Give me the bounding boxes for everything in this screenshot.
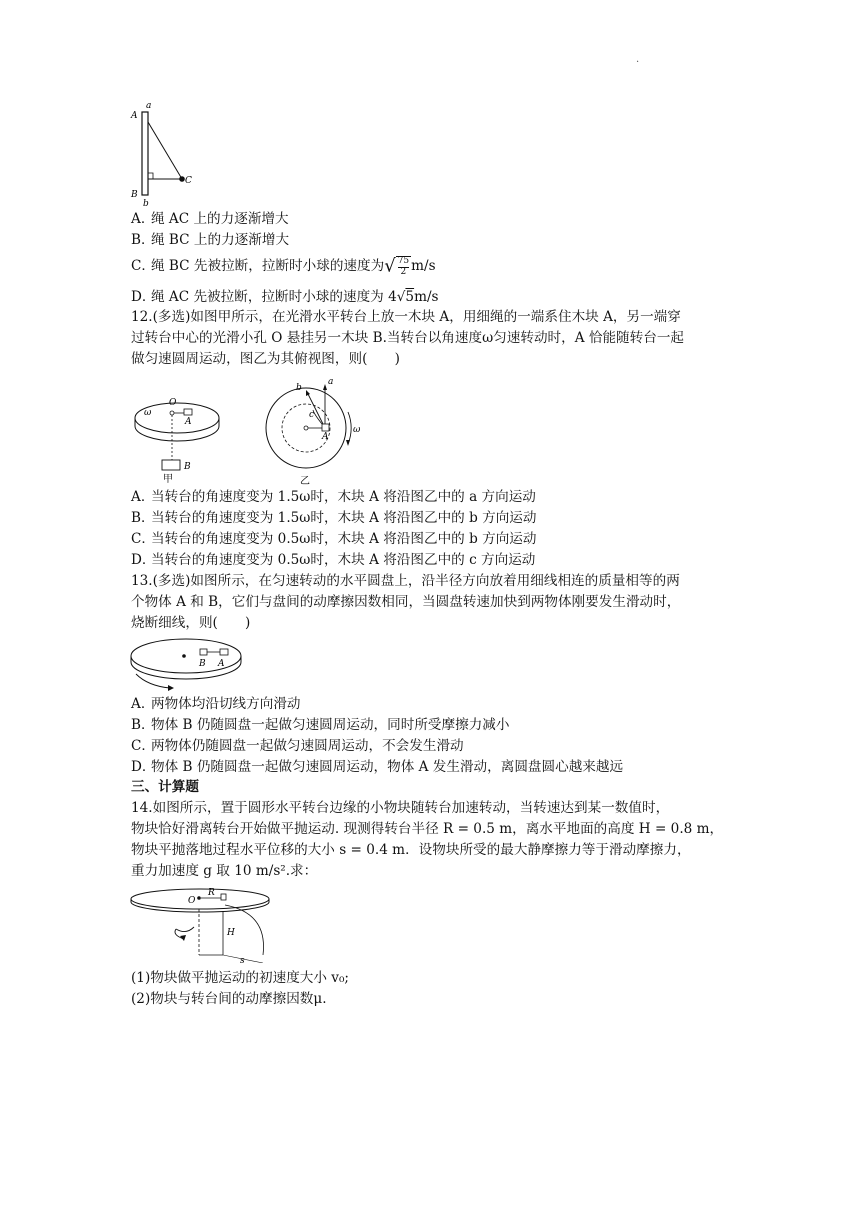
fig-label-O: O: [169, 398, 177, 408]
q14-stem-line-4: 重力加速度 g 取 10 m/s².求：: [131, 863, 318, 879]
q12-option-c: C．当转台的角速度变为 0.5ω时，木块 A 将沿图乙中的 b 方向运动: [131, 531, 537, 547]
fig-label-A: A: [322, 432, 329, 442]
q13-stem-line-2: 个物体 A 和 B，它们与盘间的动摩擦因数相同，当圆盘转速加快到两物体刚要发生滑动时，: [131, 594, 681, 610]
q14-figure: [128, 883, 276, 963]
fig-label-A: A: [218, 659, 225, 669]
q11-option-c: C．绳 BC 先被拉断，拉断时小球的速度为√ $\frac{75}{2}$ m/s: [131, 255, 436, 277]
q13-option-d: D．物体 B 仍随圆盘一起做匀速圆周运动，物体 A 发生滑动，离圆盘圆心越来越远: [131, 759, 624, 775]
q12-option-b: B．当转台的角速度变为 1.5ω时，木块 A 将沿图乙中的 b 方向运动: [131, 510, 537, 526]
fig-label-a: a: [328, 377, 334, 387]
fig-caption-jia: 甲: [163, 474, 173, 485]
q12-stem-line-1: 12.(多选)如图甲所示，在光滑水平转台上放一木块 A，用细绳的一端系住木块 A，另一端穿: [131, 309, 681, 325]
q13-figure: [128, 634, 243, 692]
q14-subquestion-2: (2)物块与转台间的动摩擦因数μ.: [131, 991, 327, 1007]
q11-option-b: B．绳 BC 上的力逐渐增大: [131, 232, 290, 248]
fig-label-c: c: [309, 410, 315, 420]
q11-option-a: A．绳 AC 上的力逐渐增大: [131, 211, 289, 227]
q12-stem-line-2: 过转台中心的光滑小孔 O 悬挂另一木块 B.当转台以角速度ω匀速转动时，A 恰能随转台一起: [131, 330, 685, 346]
q14-stem-line-1: 14.如图所示，置于圆形水平转台边缘的小物块随转台加速转动，当转速达到某一数值时，: [131, 800, 670, 816]
q12-figure-jia: [130, 378, 240, 486]
fig-label-A: A: [185, 417, 192, 427]
fig-label-b: b: [296, 383, 302, 393]
fig-label-O: O: [188, 896, 196, 906]
fig-label-B: B: [199, 659, 206, 669]
fig-label-B: B: [131, 190, 138, 200]
fig-label-omega: ω: [353, 425, 361, 435]
q14-subquestion-1: (1)物块做平抛运动的初速度大小 v₀;: [131, 970, 350, 986]
q14-stem-line-2: 物块恰好滑离转台开始做平抛运动. 现测得转台半径 R = 0.5 m，离水平地面的高度 H = 0.8 m，: [131, 821, 724, 837]
fig-label-A: A: [131, 111, 138, 121]
q12-option-a: A．当转台的角速度变为 1.5ω时，木块 A 将沿图乙中的 a 方向运动: [131, 489, 536, 505]
fig-label-b: b: [143, 199, 149, 209]
fig-label-omega: ω: [144, 408, 152, 418]
q12-figure-yi: [264, 372, 364, 490]
fig-label-a: a: [146, 101, 152, 111]
q12-option-d: D．当转台的角速度变为 0.5ω时，木块 A 将沿图乙中的 c 方向运动: [131, 552, 536, 568]
q13-option-c: C．两物体仍随圆盘一起做匀速圆周运动，不会发生滑动: [131, 738, 464, 754]
fig-label-R: R: [208, 888, 215, 898]
q13-option-a: A．两物体均沿切线方向滑动: [131, 696, 301, 712]
fig-label-H: H: [227, 928, 235, 938]
fig-label-s: s: [240, 956, 245, 963]
q11-figure: [128, 100, 198, 210]
q13-stem-line-3: 烧断细线，则( ): [131, 615, 251, 631]
section-title: 三、计算题: [131, 779, 199, 795]
fig-caption-yi: 乙: [300, 476, 310, 487]
header-mark: .: [636, 54, 640, 65]
fig-label-B: B: [184, 462, 191, 472]
q14-stem-line-3: 物块平抛落地过程水平位移的大小 s = 0.4 m．设物块所受的最大静摩擦力等于滑动摩擦力，: [131, 842, 691, 858]
fig-label-C: C: [185, 176, 192, 186]
q11-option-d: D．绳 AC 先被拉断，拉断时小球的速度为 4√5m/s: [131, 289, 439, 305]
q12-stem-line-3: 做匀速圆周运动，图乙为其俯视图，则( ): [131, 351, 400, 367]
q13-stem-line-1: 13.(多选)如图所示，在匀速转动的水平圆盘上，沿半径方向放着用细线相连的质量相等的两: [131, 573, 680, 589]
q13-option-b: B．物体 B 仍随圆盘一起做匀速圆周运动，同时所受摩擦力减小: [131, 717, 510, 733]
